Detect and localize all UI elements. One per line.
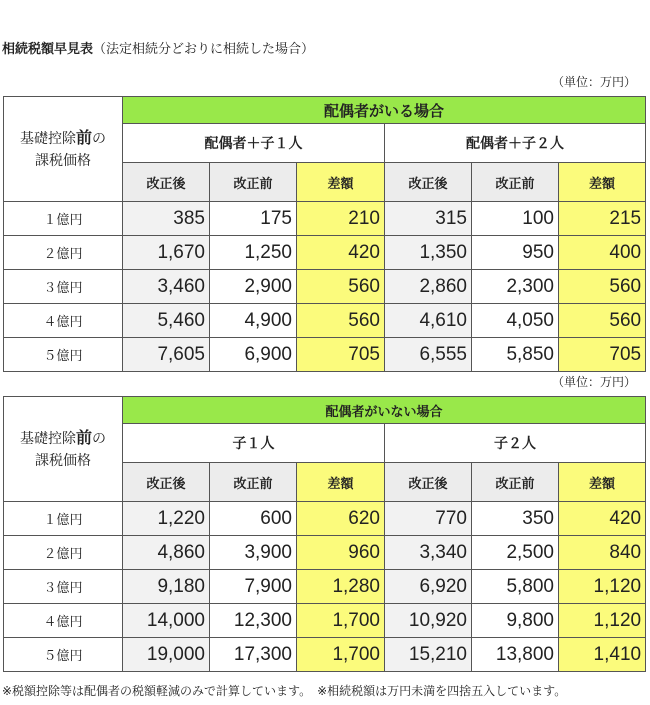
cell-value: 4,900 [210, 304, 297, 338]
row-label: ３億円 [4, 570, 123, 604]
cell-value: 19,000 [123, 638, 210, 672]
column-header: 差額 [297, 463, 385, 502]
column-header: 差額 [559, 163, 646, 202]
cell-value: 385 [123, 202, 210, 236]
table-row [4, 338, 646, 372]
cell-value: 3,460 [123, 270, 210, 304]
cell-value: 560 [559, 304, 646, 338]
cell-value: 15,210 [385, 638, 472, 672]
cell-value: 2,860 [385, 270, 472, 304]
page-title [2, 38, 314, 57]
corner-line2: 課税価格 [35, 452, 91, 469]
cell-value: 4,610 [385, 304, 472, 338]
cell-value: 7,900 [210, 570, 297, 604]
corner-line2: 課税価格 [35, 152, 91, 169]
cell-value: 560 [297, 270, 385, 304]
table-row [4, 570, 646, 604]
corner-header [4, 97, 123, 202]
table-row [4, 502, 646, 536]
cell-value: 1,120 [559, 570, 646, 604]
cell-value: 17,300 [210, 638, 297, 672]
cell-value: 6,920 [385, 570, 472, 604]
column-header: 改正前 [210, 163, 297, 202]
cell-value: 950 [472, 236, 559, 270]
corner-post: の [92, 430, 106, 447]
cell-value: 5,460 [123, 304, 210, 338]
row-label: ２億円 [4, 536, 123, 570]
column-header: 改正前 [210, 463, 297, 502]
cell-value: 770 [385, 502, 472, 536]
cell-value: 1,700 [297, 604, 385, 638]
cell-value: 175 [210, 202, 297, 236]
cell-value: 1,220 [123, 502, 210, 536]
table-row [4, 270, 646, 304]
title-main: 相続税額早見表 [2, 42, 94, 57]
row-label: ２億円 [4, 236, 123, 270]
cell-value: 705 [559, 338, 646, 372]
table-header: 配偶者がいる場合 [123, 97, 646, 124]
corner-bold: 前 [75, 427, 92, 447]
cell-value: 1,410 [559, 638, 646, 672]
cell-value: 1,280 [297, 570, 385, 604]
cell-value: 3,900 [210, 536, 297, 570]
cell-value: 620 [297, 502, 385, 536]
cell-value: 420 [297, 236, 385, 270]
cell-value: 2,500 [472, 536, 559, 570]
tax-table-without-spouse [3, 396, 646, 672]
column-header: 差額 [559, 463, 646, 502]
cell-value: 2,900 [210, 270, 297, 304]
cell-value: 10,920 [385, 604, 472, 638]
row-label: ３億円 [4, 270, 123, 304]
cell-value: 1,120 [559, 604, 646, 638]
corner-post: の [92, 130, 106, 147]
tax-table-with-spouse [3, 96, 646, 372]
cell-value: 12,300 [210, 604, 297, 638]
group-header: 子２人 [385, 424, 646, 463]
column-header: 改正前 [472, 463, 559, 502]
cell-value: 420 [559, 502, 646, 536]
column-header: 改正後 [385, 463, 472, 502]
cell-value: 9,800 [472, 604, 559, 638]
cell-value: 705 [297, 338, 385, 372]
cell-value: 560 [297, 304, 385, 338]
table-row [4, 304, 646, 338]
cell-value: 13,800 [472, 638, 559, 672]
row-label: １億円 [4, 202, 123, 236]
cell-value: 215 [559, 202, 646, 236]
cell-value: 3,340 [385, 536, 472, 570]
title-sub: （法定相続分どおりに相続した場合） [93, 42, 315, 57]
cell-value: 14,000 [123, 604, 210, 638]
cell-value: 210 [297, 202, 385, 236]
corner-pre: 基礎控除 [19, 130, 76, 147]
unit-label: （単位：万円） [551, 75, 636, 89]
column-header: 改正後 [385, 163, 472, 202]
cell-value: 400 [559, 236, 646, 270]
cell-value: 840 [559, 536, 646, 570]
column-header: 改正後 [123, 163, 210, 202]
cell-value: 1,700 [297, 638, 385, 672]
cell-value: 350 [472, 502, 559, 536]
cell-value: 100 [472, 202, 559, 236]
row-label: ５億円 [4, 638, 123, 672]
cell-value: 4,860 [123, 536, 210, 570]
table-row [4, 236, 646, 270]
column-header: 差額 [297, 163, 385, 202]
unit-label: （単位：万円） [551, 375, 636, 389]
cell-value: 7,605 [123, 338, 210, 372]
cell-value: 600 [210, 502, 297, 536]
cell-value: 315 [385, 202, 472, 236]
row-label: ４億円 [4, 304, 123, 338]
cell-value: 5,850 [472, 338, 559, 372]
group-header: 配偶者＋子２人 [385, 124, 646, 163]
corner-header [4, 397, 123, 502]
row-label: ５億円 [4, 338, 123, 372]
cell-value: 960 [297, 536, 385, 570]
cell-value: 4,050 [472, 304, 559, 338]
table-row [4, 202, 646, 236]
table-row [4, 638, 646, 672]
table-row [4, 604, 646, 638]
table-header: 配偶者がいない場合 [123, 397, 646, 424]
cell-value: 1,350 [385, 236, 472, 270]
cell-value: 9,180 [123, 570, 210, 604]
cell-value: 2,300 [472, 270, 559, 304]
corner-bold: 前 [75, 127, 92, 147]
footnote: ※税額控除等は配偶者の税額軽減のみで計算しています。 ※相続税額は万円未満を四捨五入しています。 [2, 684, 567, 698]
group-header: 子１人 [123, 424, 385, 463]
cell-value: 6,555 [385, 338, 472, 372]
column-header: 改正後 [123, 463, 210, 502]
cell-value: 1,670 [123, 236, 210, 270]
cell-value: 560 [559, 270, 646, 304]
cell-value: 5,800 [472, 570, 559, 604]
column-header: 改正前 [472, 163, 559, 202]
cell-value: 6,900 [210, 338, 297, 372]
table-row [4, 536, 646, 570]
corner-pre: 基礎控除 [19, 430, 76, 447]
group-header: 配偶者＋子１人 [123, 124, 385, 163]
cell-value: 1,250 [210, 236, 297, 270]
row-label: ４億円 [4, 604, 123, 638]
row-label: １億円 [4, 502, 123, 536]
